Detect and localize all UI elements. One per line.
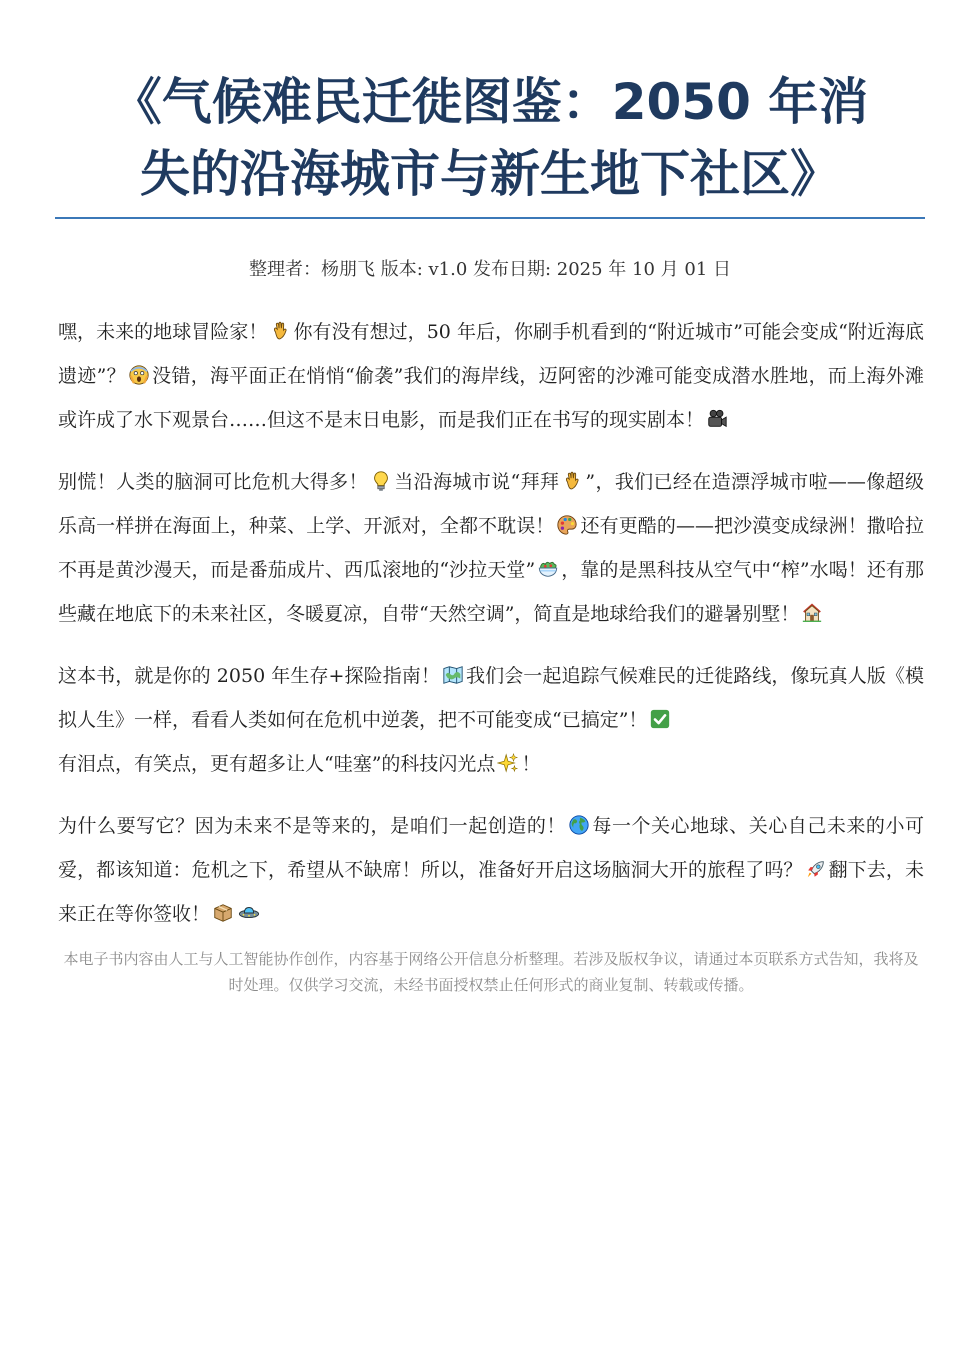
paragraph-3-text-2: 我们会一起追踪气候难民的迁徙路线，像玩真人版《模拟人生》一样，看看人类如何在危机中逆袭，把不可能变成“已搞定”！ [58, 665, 924, 731]
paragraph-3-text-4: ！ [521, 753, 541, 775]
artist-palette-icon [556, 514, 578, 536]
paragraph-2-text-5: ，靠的是黑科技从空气中“榨”水喝！还有那些藏在地底下的未来社区，冬暖夏凉，自带“天然空调”，简直是地球给我们的避暑别墅！ [58, 559, 924, 625]
screaming-face-icon [128, 364, 150, 386]
package-icon [212, 902, 234, 924]
paragraph-2-text-4: 还有更酷的——把沙漠变成绿洲！撒哈拉不再是黄沙漫天，而是番茄成片、西瓜滚地的“沙拉天堂” [58, 515, 924, 581]
waving-hand-icon [269, 320, 291, 342]
paragraph-4-text-2: 每一个关心地球、关心自己未来的小可爱，都该知道：危机之下，希望从不缺席！所以，准备好开启这场脑洞大开的旅程了吗？ [58, 815, 924, 881]
paragraph-2-text-2: 当沿海城市说“拜拜 [393, 471, 560, 493]
paragraph-4 [58, 804, 924, 936]
check-mark-icon [649, 708, 671, 730]
body-content [58, 310, 924, 998]
house-icon [801, 602, 823, 624]
paragraph-3 [58, 654, 924, 786]
title-divider [55, 217, 925, 219]
sparkles-icon [497, 752, 519, 774]
paragraph-1-text-2: 你有没有想过，50 年后，你刷手机看到的“附近城市”可能会变成“附近海底遗迹”？ [58, 321, 924, 387]
globe-icon [568, 814, 590, 836]
page-title [55, 66, 925, 210]
movie-camera-icon [706, 408, 728, 430]
flying-saucer-icon [238, 902, 260, 924]
waving-hand-icon [561, 470, 583, 492]
paragraph-1 [58, 310, 924, 442]
copyright-disclaimer: 本电子书内容由人工与人工智能协作创作，内容基于网络公开信息分析整理。若涉及版权争议，请通过本页联系方式告知，我将及时处理。仅供学习交流，未经书面授权禁止任何形式的商业复制、转载或传播。 [63, 950, 919, 994]
title-line-1: 《气候难民迁徙图鉴：2050 年消 [111, 73, 869, 131]
rocket-icon [805, 858, 827, 880]
paragraph-3-text-3: 有泪点，有笑点，更有超多让人“哇塞”的科技闪光点 [58, 753, 496, 775]
salad-icon [537, 558, 559, 580]
paragraph-4-text-1: 为什么要写它？因为未来不是等来的，是咱们一起创造的！ [58, 815, 566, 837]
paragraph-2-text-1: 别慌！人类的脑洞可比危机大得多！ [58, 471, 368, 493]
map-icon [442, 664, 464, 686]
document-meta: 整理者：杨朋飞 版本: v1.0 发布日期: 2025 年 10 月 01 日 [248, 259, 732, 280]
paragraph-1-text-1: 嘿，未来的地球冒险家！ [58, 321, 268, 343]
paragraph-1-text-3: 没错，海平面正在悄悄“偷袭”我们的海岸线，迈阿密的沙滩可能变成潜水胜地，而上海外滩或许成了水下观景台……但这不是末日电影，而是我们正在书写的现实剧本！ [58, 365, 924, 431]
paragraph-3-text-1: 这本书，就是你的 2050 年生存+探险指南！ [58, 665, 440, 687]
paragraph-4-text-3: 翻下去，未来正在等你签收！ [58, 859, 924, 925]
light-bulb-icon [370, 470, 392, 492]
paragraph-2-text-3: ”，我们已经在造漂浮城市啦——像超级乐高一样拼在海面上，种菜、上学、开派对，全都不耽误！ [58, 471, 924, 537]
paragraph-2 [58, 460, 924, 636]
title-line-2: 失的沿海城市与新生地下社区》 [140, 145, 840, 203]
